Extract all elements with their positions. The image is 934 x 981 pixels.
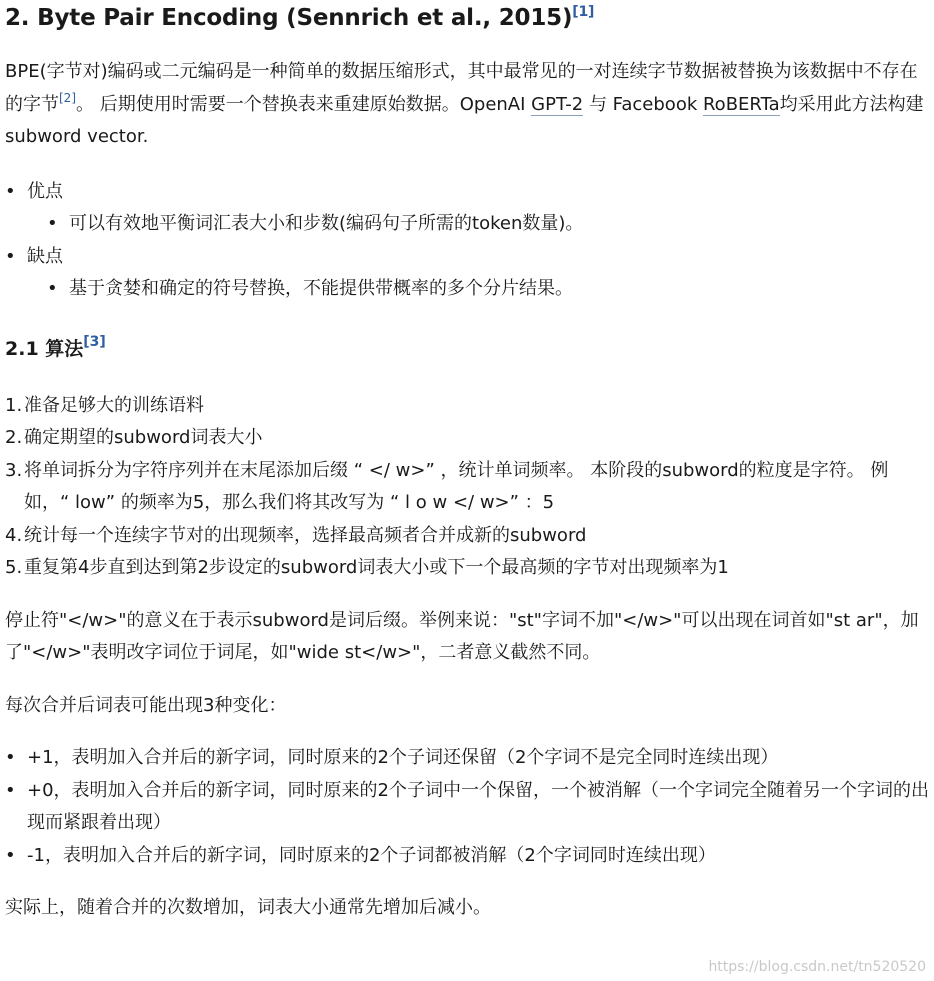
step-number: 3. bbox=[5, 459, 23, 481]
list-item bbox=[5, 422, 930, 455]
change-text: +1，表明加入合并后的新字词，同时原来的2个子词还保留（2个字词不是完全同时连续出现） bbox=[27, 747, 779, 768]
pros-cons-list bbox=[5, 176, 930, 306]
reference-link[interactable]: [1] bbox=[572, 4, 595, 20]
step-number: 2. bbox=[5, 427, 23, 448]
change-text: -1，表明加入合并后的新字词，同时原来的2个子词都被消解（2个字词同时连续出现） bbox=[27, 844, 716, 866]
step-number: 5. bbox=[5, 557, 23, 578]
step-text: 准备足够大的训练语料 bbox=[24, 394, 204, 416]
changes-list bbox=[5, 742, 930, 872]
intro-text-d: 均采用此方法构建subword vector. bbox=[5, 93, 924, 147]
list-item bbox=[5, 840, 930, 873]
step-text: 统计每一个连续字节对的出现频率，选择最高频者合并成新的subword bbox=[24, 524, 587, 546]
step-text: 确定期望的subword词表大小 bbox=[24, 427, 263, 448]
list-item bbox=[5, 552, 930, 585]
reference-link[interactable]: [3] bbox=[83, 333, 106, 350]
list-item bbox=[5, 455, 930, 520]
list-item bbox=[5, 775, 930, 840]
algorithm-steps bbox=[5, 390, 930, 585]
list-item bbox=[47, 208, 930, 241]
list-item bbox=[5, 742, 930, 775]
step-number: 1. bbox=[5, 394, 23, 416]
stop-symbol-paragraph: 停止符"</w>"的意义在于表示subword是词后缀。举例来说："st"字词不加"</w>"可以出现在词首如"st ar"，加了"</w>"表明改字词位于词尾，如"wide st</w>"，二者意义截然不同。 bbox=[5, 609, 919, 663]
intro-paragraph bbox=[5, 56, 930, 154]
watermark-url: https://blog.csdn.net/tn520520 bbox=[708, 959, 926, 975]
pros-item: 可以有效地平衡词汇表大小和步数(编码句子所需的token数量)。 bbox=[69, 213, 584, 234]
change-text: +0，表明加入合并后的新字词，同时原来的2个子词中一个保留，一个被消解（一个字词完全随着另一个字词的出现而紧跟着出现） bbox=[27, 779, 929, 833]
step-number: 4. bbox=[5, 524, 23, 546]
section-heading bbox=[5, 0, 930, 34]
intro-text-c: 与 Facebook bbox=[583, 93, 703, 115]
pros-label: 优点 bbox=[27, 180, 63, 202]
list-item bbox=[5, 176, 930, 241]
subsection-title: 2.1 算法 bbox=[5, 337, 84, 360]
list-item bbox=[5, 390, 930, 423]
cons-label: 缺点 bbox=[27, 245, 63, 267]
cons-item: 基于贪婪和确定的符号替换，不能提供带概率的多个分片结果。 bbox=[69, 278, 573, 299]
list-item bbox=[5, 520, 930, 553]
list-item bbox=[5, 241, 930, 306]
roberta-link[interactable]: RoBERTa bbox=[702, 93, 780, 115]
reference-link[interactable]: [2] bbox=[59, 90, 76, 105]
changes-intro: 每次合并后词表可能出现3种变化： bbox=[5, 694, 287, 716]
step-text: 重复第4步直到达到第2步设定的subword词表大小或下一个最高频的字节对出现频率为1 bbox=[24, 557, 729, 578]
heading-title: 2. Byte Pair Encoding (Sennrich et al., 2015) bbox=[5, 5, 573, 31]
conclusion-paragraph: 实际上，随着合并的次数增加，词表大小通常先增加后减小。 bbox=[5, 897, 491, 918]
subsection-heading bbox=[5, 334, 930, 364]
intro-text-b: 。 后期使用时需要一个替换表来重建原始数据。OpenAI bbox=[76, 93, 532, 115]
intro-text-a: BPE(字节对)编码或二元编码是一种简单的数据压缩形式，其中最常见的一对连续字节数据被替换为该数据中不存在的字节 bbox=[5, 61, 918, 115]
gpt2-link[interactable]: GPT-2 bbox=[531, 93, 584, 115]
step-text: 将单词拆分为字符序列并在末尾添加后缀 “ </ w>” ，统计单词频率。 本阶段的subword的粒度是字符。 例如，“ low” 的频率为5，那么我们将其改写为 “ l o w </ w>” ：5 bbox=[24, 459, 889, 513]
list-item bbox=[47, 273, 930, 306]
